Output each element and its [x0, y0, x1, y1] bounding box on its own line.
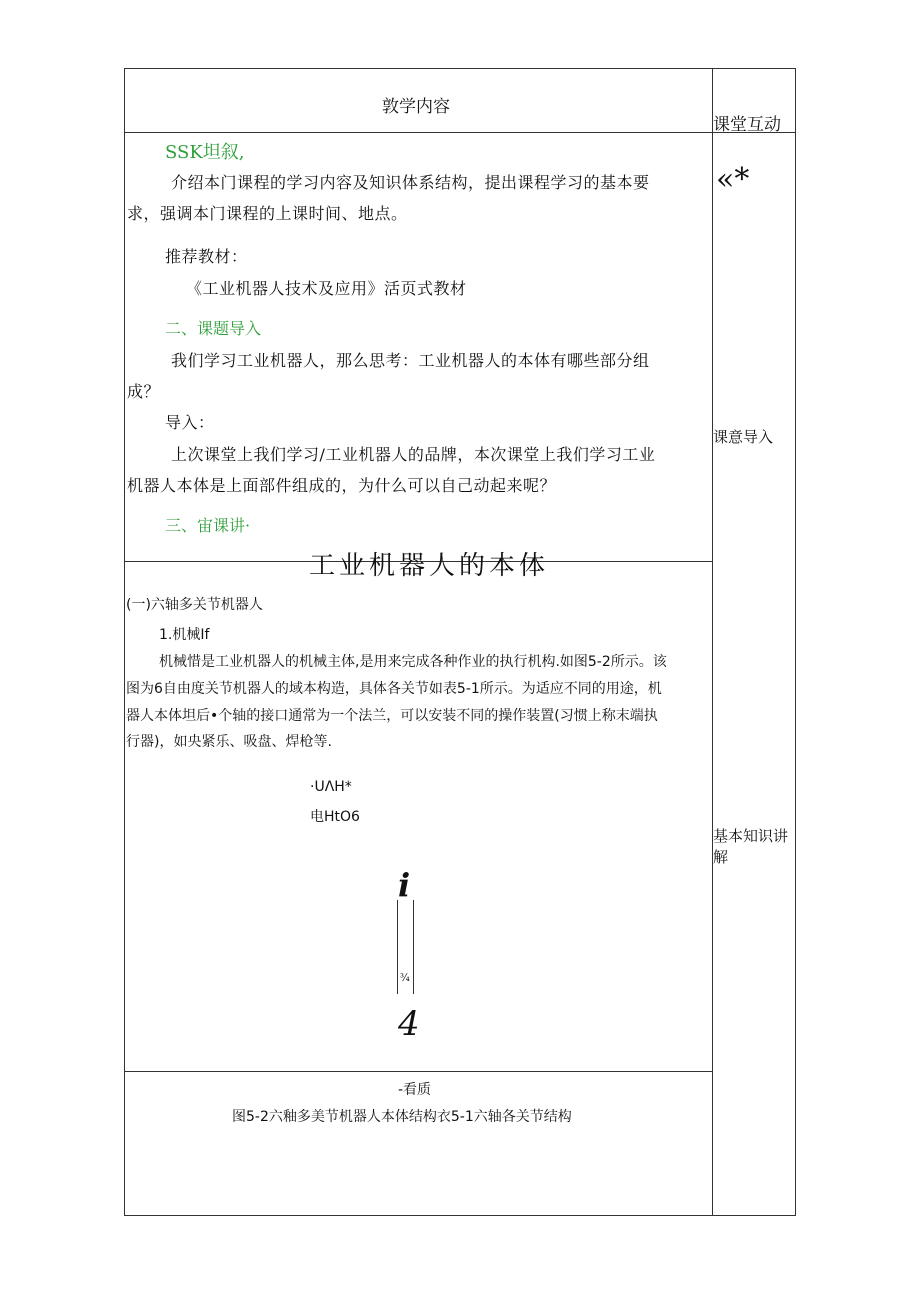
row-divider-caption: [124, 1071, 712, 1072]
subsection-title: 1.机械If: [159, 627, 210, 643]
side-mark: «*: [716, 162, 750, 197]
figure-text-1: ·UΛH*: [310, 779, 352, 795]
lead-in-label: 导入：: [165, 413, 215, 432]
intro-para-line1: 介绍本门课程的学习内容及知识体系结构，提出课程学习的基本要: [171, 173, 650, 192]
lead-in-heading: 二、课题导入: [165, 319, 262, 338]
intro-para-line2: 求，强调本门课程的上课时间、地点。: [127, 204, 408, 223]
lead-in-line2: 机器人本体是上面部件组成的，为什么可以自己动起来呢？: [127, 476, 557, 495]
figure-line-left: [397, 900, 398, 994]
lecture-big-title: 工业机器人的本体: [309, 551, 550, 581]
lecture-heading: 三、宙课讲·: [165, 516, 251, 535]
lecture-para-line3: 器人本体坦后•个轴的接口通常为一个法兰，可以安装不同的操作装置(习惯上称末端执: [126, 708, 658, 724]
lecture-para-line1: 机械惜是工业机器人的机械主体,是用来完成各种作业的执行机构.如图5-2所示。该: [159, 654, 667, 670]
lead-in-line1: 上次课堂上我们学习/工业机器人的品牌，本次课堂上我们学习工业: [171, 445, 656, 464]
figure-glyph-4: 4: [398, 1004, 420, 1044]
lead-in-question-line2: 成？: [127, 382, 161, 401]
lead-in-side-label: 课意导入: [713, 428, 774, 446]
table-frame: [124, 68, 796, 1216]
textbook-title: 《工业机器人技术及应用》活页式教材: [186, 279, 467, 298]
caption-line1: -看质: [398, 1082, 432, 1098]
interaction-column-header: 课堂互动: [713, 115, 781, 135]
textbook-label: 推荐教材：: [165, 247, 248, 266]
caption-line2: 图5-2六釉多美节机器人本体结构衣5-1六轴各关节结构: [232, 1109, 572, 1125]
header-row-divider: [124, 132, 796, 133]
big-title-clip: [125, 541, 711, 581]
lead-in-question-line1: 我们学习工业机器人，那么思考：工业机器人的本体有哪些部分组: [171, 351, 650, 370]
column-divider: [712, 68, 713, 1216]
section-title: (一)六轴多关节机器人: [126, 597, 263, 613]
lecture-para-line4: 行器)，如央紧乐、吸盘、焊枪等.: [126, 734, 332, 750]
figure-glyph-fraction: ¾: [400, 973, 410, 984]
figure-line-right: [413, 900, 414, 994]
intro-heading: SSK坦叙,: [165, 142, 245, 163]
lecture-side-label: 基本知识讲解: [713, 827, 789, 866]
figure-glyph-i: i: [398, 866, 411, 904]
lecture-para-line2: 图为6自由度关节机器人的域本构造，具体各关节如表5-1所示。为适应不同的用途，机: [126, 681, 662, 697]
figure-text-2: 电HtO6: [310, 809, 360, 825]
content-column-header: 敦学内容: [382, 97, 450, 117]
